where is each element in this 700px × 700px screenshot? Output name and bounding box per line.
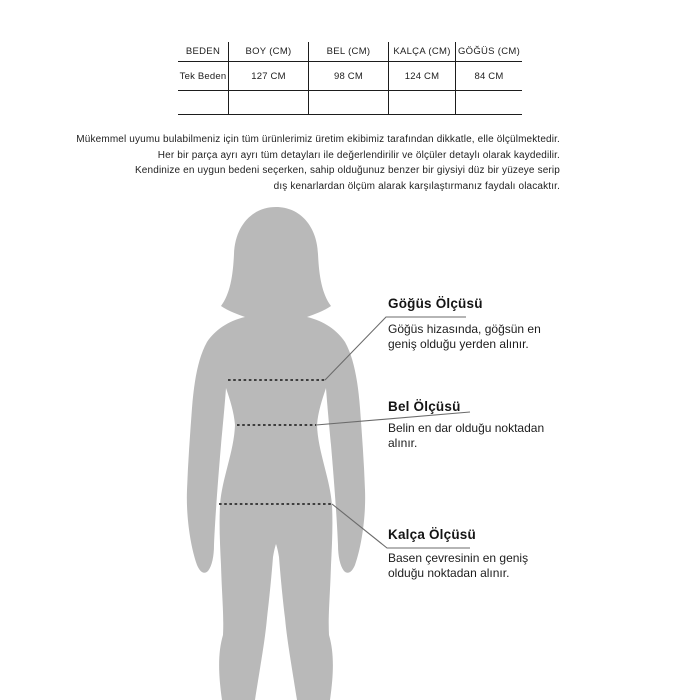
- chest-guide-desc-line: geniş olduğu yerden alınır.: [388, 336, 529, 351]
- info-line: dış kenarlardan ölçüm alarak karşılaştırmanız faydalı olacaktır.: [273, 180, 560, 192]
- waist-guide-description: [388, 421, 544, 450]
- chest-guide-desc-line: Göğüs hizasında, göğsün en: [388, 322, 541, 336]
- size-table-empty-cell: [308, 91, 388, 115]
- waist-guide-title: Bel Ölçüsü: [388, 399, 461, 414]
- size-table-cell-kalca: 124 CM: [388, 62, 455, 91]
- info-line: Mükemmel uyumu bulabilmeniz için tüm ürünlerimiz üretim ekibimiz tarafından dikkatle, elle ölçülmektedir.: [76, 134, 560, 145]
- measuring-info-paragraph: [76, 132, 560, 194]
- size-table-empty-cell: [178, 91, 228, 115]
- size-table-cell-gogus: 84 CM: [455, 62, 522, 91]
- size-table-empty-cell: [228, 91, 308, 115]
- size-table-header-gogus: GÖĞÜS (CM): [455, 42, 522, 62]
- hip-guide-desc-line: olduğu noktadan alınır.: [388, 565, 510, 580]
- chest-guide-title: Göğüs Ölçüsü: [388, 296, 483, 311]
- info-line: Kendinize en uygun bedeni seçerken, sahip olduğunuz benzer bir giysiyi düz bir yüzeye serip: [134, 165, 560, 176]
- hip-guide-title: Kalça Ölçüsü: [388, 527, 476, 542]
- size-table-header-bel: BEL (CM): [308, 42, 388, 62]
- size-table-cell-bel: 98 CM: [308, 62, 388, 91]
- chest-guide-description: [388, 322, 541, 351]
- size-table-empty-cell: [388, 91, 455, 115]
- hip-guide-desc-line: Basen çevresinin en geniş: [388, 551, 529, 565]
- hip-guide-description: [388, 551, 528, 580]
- size-table-cell-boy: 127 CM: [228, 62, 308, 91]
- size-table: [178, 42, 522, 115]
- size-table-empty-cell: [455, 91, 522, 115]
- body-silhouette: [187, 207, 365, 700]
- waist-guide-desc-line: alınır.: [388, 435, 418, 450]
- size-table-header-beden: BEDEN: [178, 42, 228, 62]
- size-table-header-kalca: KALÇA (CM): [388, 42, 455, 62]
- info-line: Her bir parça ayrı ayrı tüm detayları ile değerlendirilir ve ölçüler detaylı olarak kaydedilir.: [157, 149, 560, 161]
- size-table-cell-size: Tek Beden: [178, 62, 228, 91]
- waist-guide-desc-line: Belin en dar olduğu noktadan: [388, 421, 545, 435]
- size-table-header-boy: BOY (CM): [228, 42, 308, 62]
